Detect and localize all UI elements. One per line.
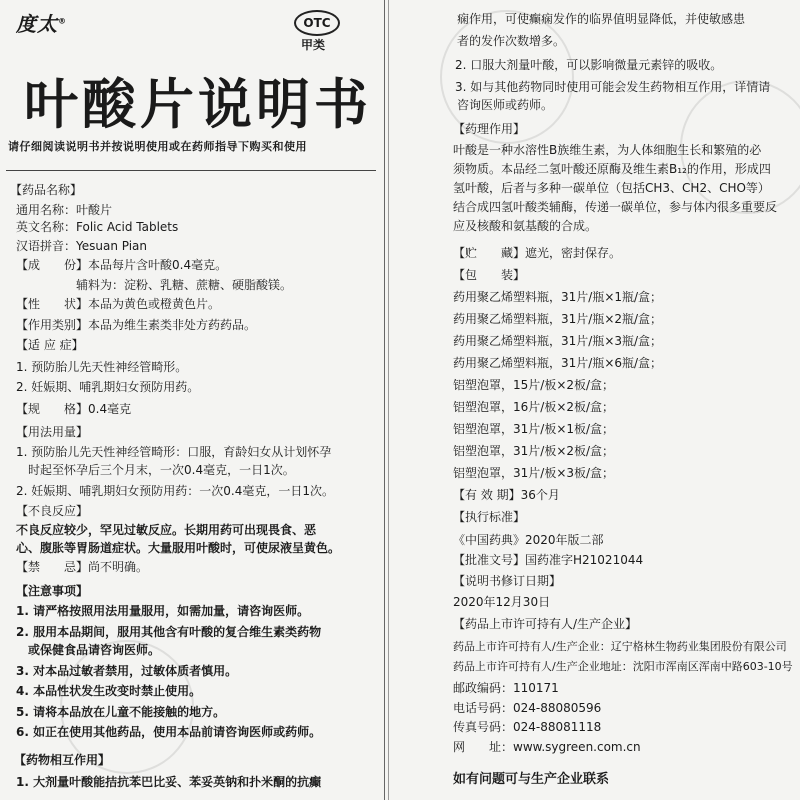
- right-text-line[interactable]: 网 址：www.sygreen.com.cn: [453, 740, 641, 754]
- right-text-line: 药用聚乙烯塑料瓶，31片/瓶×6瓶/盒；: [453, 356, 663, 370]
- right-text-line: 药品上市许可持有人/生产企业地址：沈阳市浑南区浑南中路603-10号: [453, 660, 793, 673]
- left-text-line: 1. 预防胎儿先天性神经管畸形。: [16, 360, 188, 374]
- right-text-line: 药用聚乙烯塑料瓶，31片/瓶×1瓶/盒；: [453, 290, 663, 304]
- right-text-line: 氢叶酸，后者与多种一碳单位（包括CH3、CH2、CHO等）: [453, 181, 770, 195]
- right-text-line: 应及核酸和氨基酸的合成。: [453, 219, 598, 233]
- right-text-line: 叶酸是一种水溶性B族维生素，为人体细胞生长和繁殖的必: [453, 143, 762, 157]
- right-text-line: 铝塑泡罩，15片/板×2板/盒；: [453, 378, 615, 392]
- right-text-line: 电话号码：024-88080596: [453, 701, 602, 715]
- left-text-line: 不良反应较少，罕见过敏反应。长期用药可出现畏食、恶: [16, 523, 317, 537]
- brand-logo: 度太®: [16, 12, 67, 36]
- right-text-line: 【执行标准】: [453, 510, 526, 524]
- right-text-line: 铝塑泡罩，31片/板×1板/盒；: [453, 422, 615, 436]
- left-column: [0, 0, 380, 800]
- left-text-line: 【药物相互作用】: [14, 753, 111, 767]
- right-text-line: 邮政编码：110171: [453, 681, 559, 695]
- left-text-line: 汉语拼音：Yesuan Pian: [16, 239, 148, 253]
- right-text-line: 【包 装】: [453, 268, 526, 282]
- right-text-line: 痫作用，可使癫痫发作的临界值明显降低，并使敏感患: [457, 12, 746, 26]
- right-text-line: 【有 效 期】36个月: [453, 488, 560, 502]
- right-text-line: 铝塑泡罩，31片/板×3板/盒；: [453, 466, 615, 480]
- fold-line: [384, 0, 385, 800]
- left-text-line: 英文名称：Folic Acid Tablets: [16, 220, 179, 234]
- left-text-line: 【禁 忌】尚不明确。: [16, 560, 149, 574]
- left-text-line: 5. 请将本品放在儿童不能接触的地方。: [16, 705, 226, 719]
- left-text-line: 【适 应 症】: [16, 338, 84, 352]
- left-text-line: 3. 对本品过敏者禁用，过敏体质者慎用。: [16, 664, 238, 678]
- otc-badge: OTC: [294, 10, 340, 36]
- left-text-line: 2. 妊娠期、哺乳期妇女预防用药：一次0.4毫克，一日1次。: [16, 484, 334, 498]
- right-text-line: 药用聚乙烯塑料瓶，31片/瓶×3瓶/盒；: [453, 334, 663, 348]
- document-title: 叶酸片说明书: [24, 73, 372, 136]
- right-text-line: 2. 口服大剂量叶酸，可以影响微量元素锌的吸收。: [455, 58, 723, 72]
- otc-class: 甲类: [301, 38, 326, 52]
- left-text-line: 【用法用量】: [16, 425, 89, 439]
- left-text-line: 【不良反应】: [16, 504, 89, 518]
- left-text-line: 2. 服用本品期间，服用其他含有叶酸的复合维生素类药物: [16, 625, 322, 639]
- left-text-line: 时起至怀孕后三个月末，一次0.4毫克，一日1次。: [16, 463, 295, 477]
- left-text-line: 【作用类别】本品为维生素类非处方药药品。: [16, 318, 257, 332]
- right-text-line: 【药理作用】: [453, 122, 526, 136]
- left-text-line: 【成 份】本品每片含叶酸0.4毫克。: [16, 258, 228, 272]
- right-text-line: 者的发作次数增多。: [457, 34, 566, 48]
- right-text-line: 【说明书修订日期】: [453, 574, 562, 588]
- left-text-line: 辅料为：淀粉、乳糖、蔗糖、硬脂酸镁。: [16, 278, 293, 292]
- left-text-line: 【性 状】本品为黄色或橙黄色片。: [16, 297, 221, 311]
- right-text-line: 如有问题可与生产企业联系: [453, 772, 610, 787]
- right-text-line: 【药品上市许可持有人/生产企业】: [453, 617, 638, 631]
- left-text-line: 【规 格】0.4毫克: [16, 402, 132, 416]
- left-text-line: 6. 如正在使用其他药品，使用本品前请咨询医师或药师。: [16, 725, 322, 739]
- left-text-line: 【注意事项】: [16, 584, 89, 598]
- right-text-line: 【贮 藏】遮光，密封保存。: [453, 246, 622, 260]
- left-text-line: 或保健食品请咨询医师。: [16, 643, 161, 657]
- left-text-line: 心、腹胀等胃肠道症状。大量服用叶酸时，可使尿液呈黄色。: [16, 541, 341, 555]
- left-text-line: 1. 请严格按照用法用量服用，如需加量，请咨询医师。: [16, 604, 310, 618]
- right-text-line: 铝塑泡罩，31片/板×2板/盒；: [453, 444, 615, 458]
- document-subtitle: 请仔细阅读说明书并按说明使用或在药师指导下购买和使用: [8, 140, 307, 153]
- left-text-line: 通用名称：叶酸片: [16, 203, 113, 217]
- right-text-line: 【批准文号】国药准字H21021044: [453, 553, 644, 567]
- right-column: [395, 0, 800, 800]
- left-text-line: 2. 妊娠期、哺乳期妇女预防用药。: [16, 380, 200, 394]
- right-text-line: 2020年12月30日: [453, 595, 551, 609]
- left-text-line: 4. 本品性状发生改变时禁止使用。: [16, 684, 202, 698]
- left-text-line: 【药品名称】: [10, 183, 83, 197]
- right-text-line: 铝塑泡罩，16片/板×2板/盒；: [453, 400, 615, 414]
- right-text-line: 药品上市许可持有人/生产企业：辽宁格林生物药业集团股份有限公司: [453, 640, 787, 653]
- right-text-line: 《中国药典》2020年版二部: [453, 533, 604, 547]
- right-text-line: 结合成四氢叶酸类辅酶，传递一碳单位，参与体内很多重要反: [453, 200, 778, 214]
- divider: [6, 170, 376, 171]
- right-text-line: 须物质。本品经二氢叶酸还原酶及维生素B₁₂的作用，形成四: [453, 162, 771, 176]
- left-text-line: 1. 大剂量叶酸能拮抗苯巴比妥、苯妥英钠和扑米酮的抗癫: [16, 775, 322, 789]
- left-text-line: 1. 预防胎儿先天性神经管畸形：口服，育龄妇女从计划怀孕: [16, 445, 332, 459]
- right-text-line: 咨询医师或药师。: [457, 98, 554, 112]
- right-text-line: 3. 如与其他药物同时使用可能会发生药物相互作用，详情请: [455, 80, 771, 94]
- fold-line: [388, 0, 389, 800]
- right-text-line: 传真号码：024-88081118: [453, 720, 602, 734]
- right-text-line: 药用聚乙烯塑料瓶，31片/瓶×2瓶/盒；: [453, 312, 663, 326]
